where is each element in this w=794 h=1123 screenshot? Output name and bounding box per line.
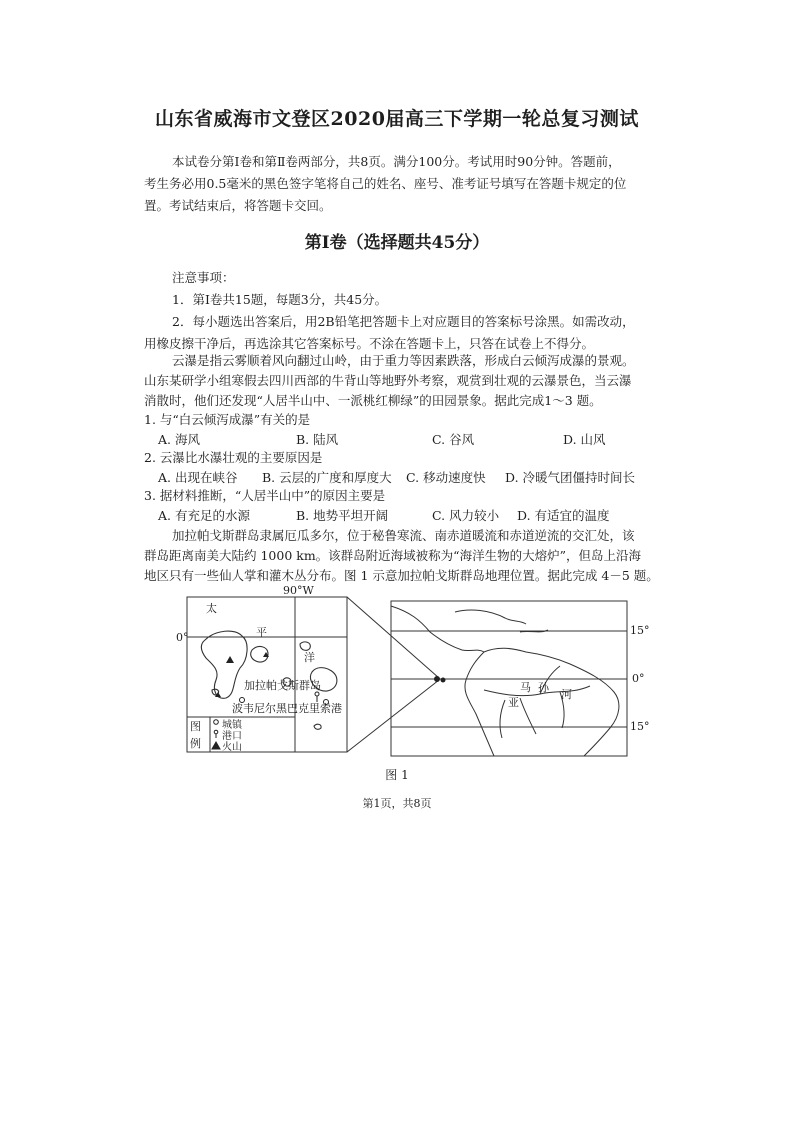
lat-label-0: 0°: [632, 672, 645, 685]
q3-option-c: C. 风力较小: [432, 508, 500, 523]
legend-symbols: [212, 720, 220, 749]
page-footer: 第1页，共8页: [362, 797, 432, 810]
intro-line-1: 本试卷分第Ⅰ卷和第Ⅱ卷两部分，共8页。满分100分。考试用时90分钟。答题前，: [172, 154, 621, 169]
passage1-line-2: 山东某研学小组寒假去四川西部的牛背山等地野外考察，观赏到壮观的云瀑景色，当云瀑: [144, 373, 632, 388]
legend-title-1: 图: [190, 720, 201, 733]
q1-option-c: C. 谷风: [432, 432, 475, 447]
q1-option-b: B. 陆风: [296, 432, 339, 447]
intro-line-2: 考生务必用0.5毫米的黑色签字笔将自己的姓名、座号、准考证号填写在答题卡规定的位: [144, 176, 627, 191]
q2-option-d: D. 冷暖气团僵持时间长: [505, 470, 636, 485]
q3-option-b: B. 地势平坦开阔: [296, 508, 389, 523]
question-2-stem: 2. 云瀑比水瀑壮观的主要原因是: [144, 450, 323, 465]
river-char-2: 孙: [538, 681, 549, 694]
notes-heading: 注意事项：: [172, 270, 235, 285]
passage1-line-1: 云瀑是指云雾顺着风向翻过山岭，由于重力等因素跌落，形成白云倾泻成瀑的景观。: [172, 353, 635, 368]
q3-option-d: D. 有适宜的温度: [517, 508, 610, 523]
legend-item-volcano: 火山: [222, 742, 242, 753]
legend-item-port: 港口: [222, 731, 242, 742]
intro-line-3: 置。考试结束后，将答题卡交回。: [144, 198, 332, 213]
q2-option-c: C. 移动速度快: [406, 470, 486, 485]
ocean-char-3: 洋: [304, 651, 315, 664]
passage2-line-3: 地区只有一些仙人掌和灌木丛分布。图 1 示意加拉帕戈斯群岛地理位置。据此完成 4－5 题。: [144, 568, 659, 583]
q2-option-b: B. 云层的广度和厚度大: [262, 470, 392, 485]
legend-item-town: 城镇: [222, 720, 242, 731]
region-char: 亚: [508, 696, 519, 709]
q1-option-a: A. 海风: [158, 432, 200, 447]
figure-caption: 图 1: [385, 768, 409, 782]
q3-option-a: A. 有充足的水源: [158, 508, 250, 523]
q2-option-a: A. 出现在峡谷: [158, 470, 238, 485]
left-inset-map: [187, 597, 347, 752]
note-1: 1．第Ⅰ卷共15题，每题3分，共45分。: [172, 292, 388, 307]
lat-label-15s: 15°: [630, 720, 650, 733]
right-south-america-map: [391, 601, 627, 756]
question-1-stem: 1. 与“白云倾泻成瀑”有关的是: [144, 412, 311, 427]
passage1-line-3: 消散时，他们还发现“人居半山中、一派桃红柳绿”的田园景象。据此完成1～3 题。: [144, 393, 602, 408]
equator-label-left: 0°: [176, 631, 189, 644]
ocean-char-1: 太: [206, 602, 217, 615]
note-3: 用橡皮擦干净后，再选涂其它答案标号。不涂在答题卡上，只答在试卷上不得分。: [144, 336, 595, 351]
river-char-3: 河: [561, 688, 572, 701]
meridian-label: 90°W: [283, 584, 314, 597]
connector-lines: [347, 597, 439, 752]
q1-option-d: D. 山风: [563, 432, 606, 447]
passage2-line-2: 群岛距离南美大陆约 1000 km。该群岛附近海域被称为“海洋生物的大熔炉”，但岛上沿海: [144, 548, 641, 563]
section-title: 第Ⅰ卷（选择题共45分）: [304, 233, 490, 253]
passage2-line-1: 加拉帕戈斯群岛隶属厄瓜多尔，位于秘鲁寒流、南赤道暖流和赤道逆流的交汇处，该: [172, 528, 635, 543]
note-2: 2．每小题选出答案后，用2B铅笔把答题卡上对应题目的答案标号涂黑。如需改动，: [172, 314, 635, 329]
exam-title: 山东省威海市文登区2020届高三下学期一轮总复习测试: [155, 108, 639, 130]
river-char-1: 马: [520, 681, 531, 694]
town-label-2: 黑巴克里索港: [276, 702, 342, 715]
galapagos-marker: [434, 676, 446, 683]
legend-title-2: 例: [190, 737, 201, 750]
lat-label-15n: 15°: [630, 624, 650, 637]
archipelago-label: 加拉帕戈斯群岛: [244, 679, 321, 692]
town-label-1: 波韦尼尔: [232, 702, 276, 715]
ocean-char-2: 平: [256, 626, 267, 639]
question-3-stem: 3. 据材料推断，“人居半山中”的原因主要是: [144, 488, 386, 503]
